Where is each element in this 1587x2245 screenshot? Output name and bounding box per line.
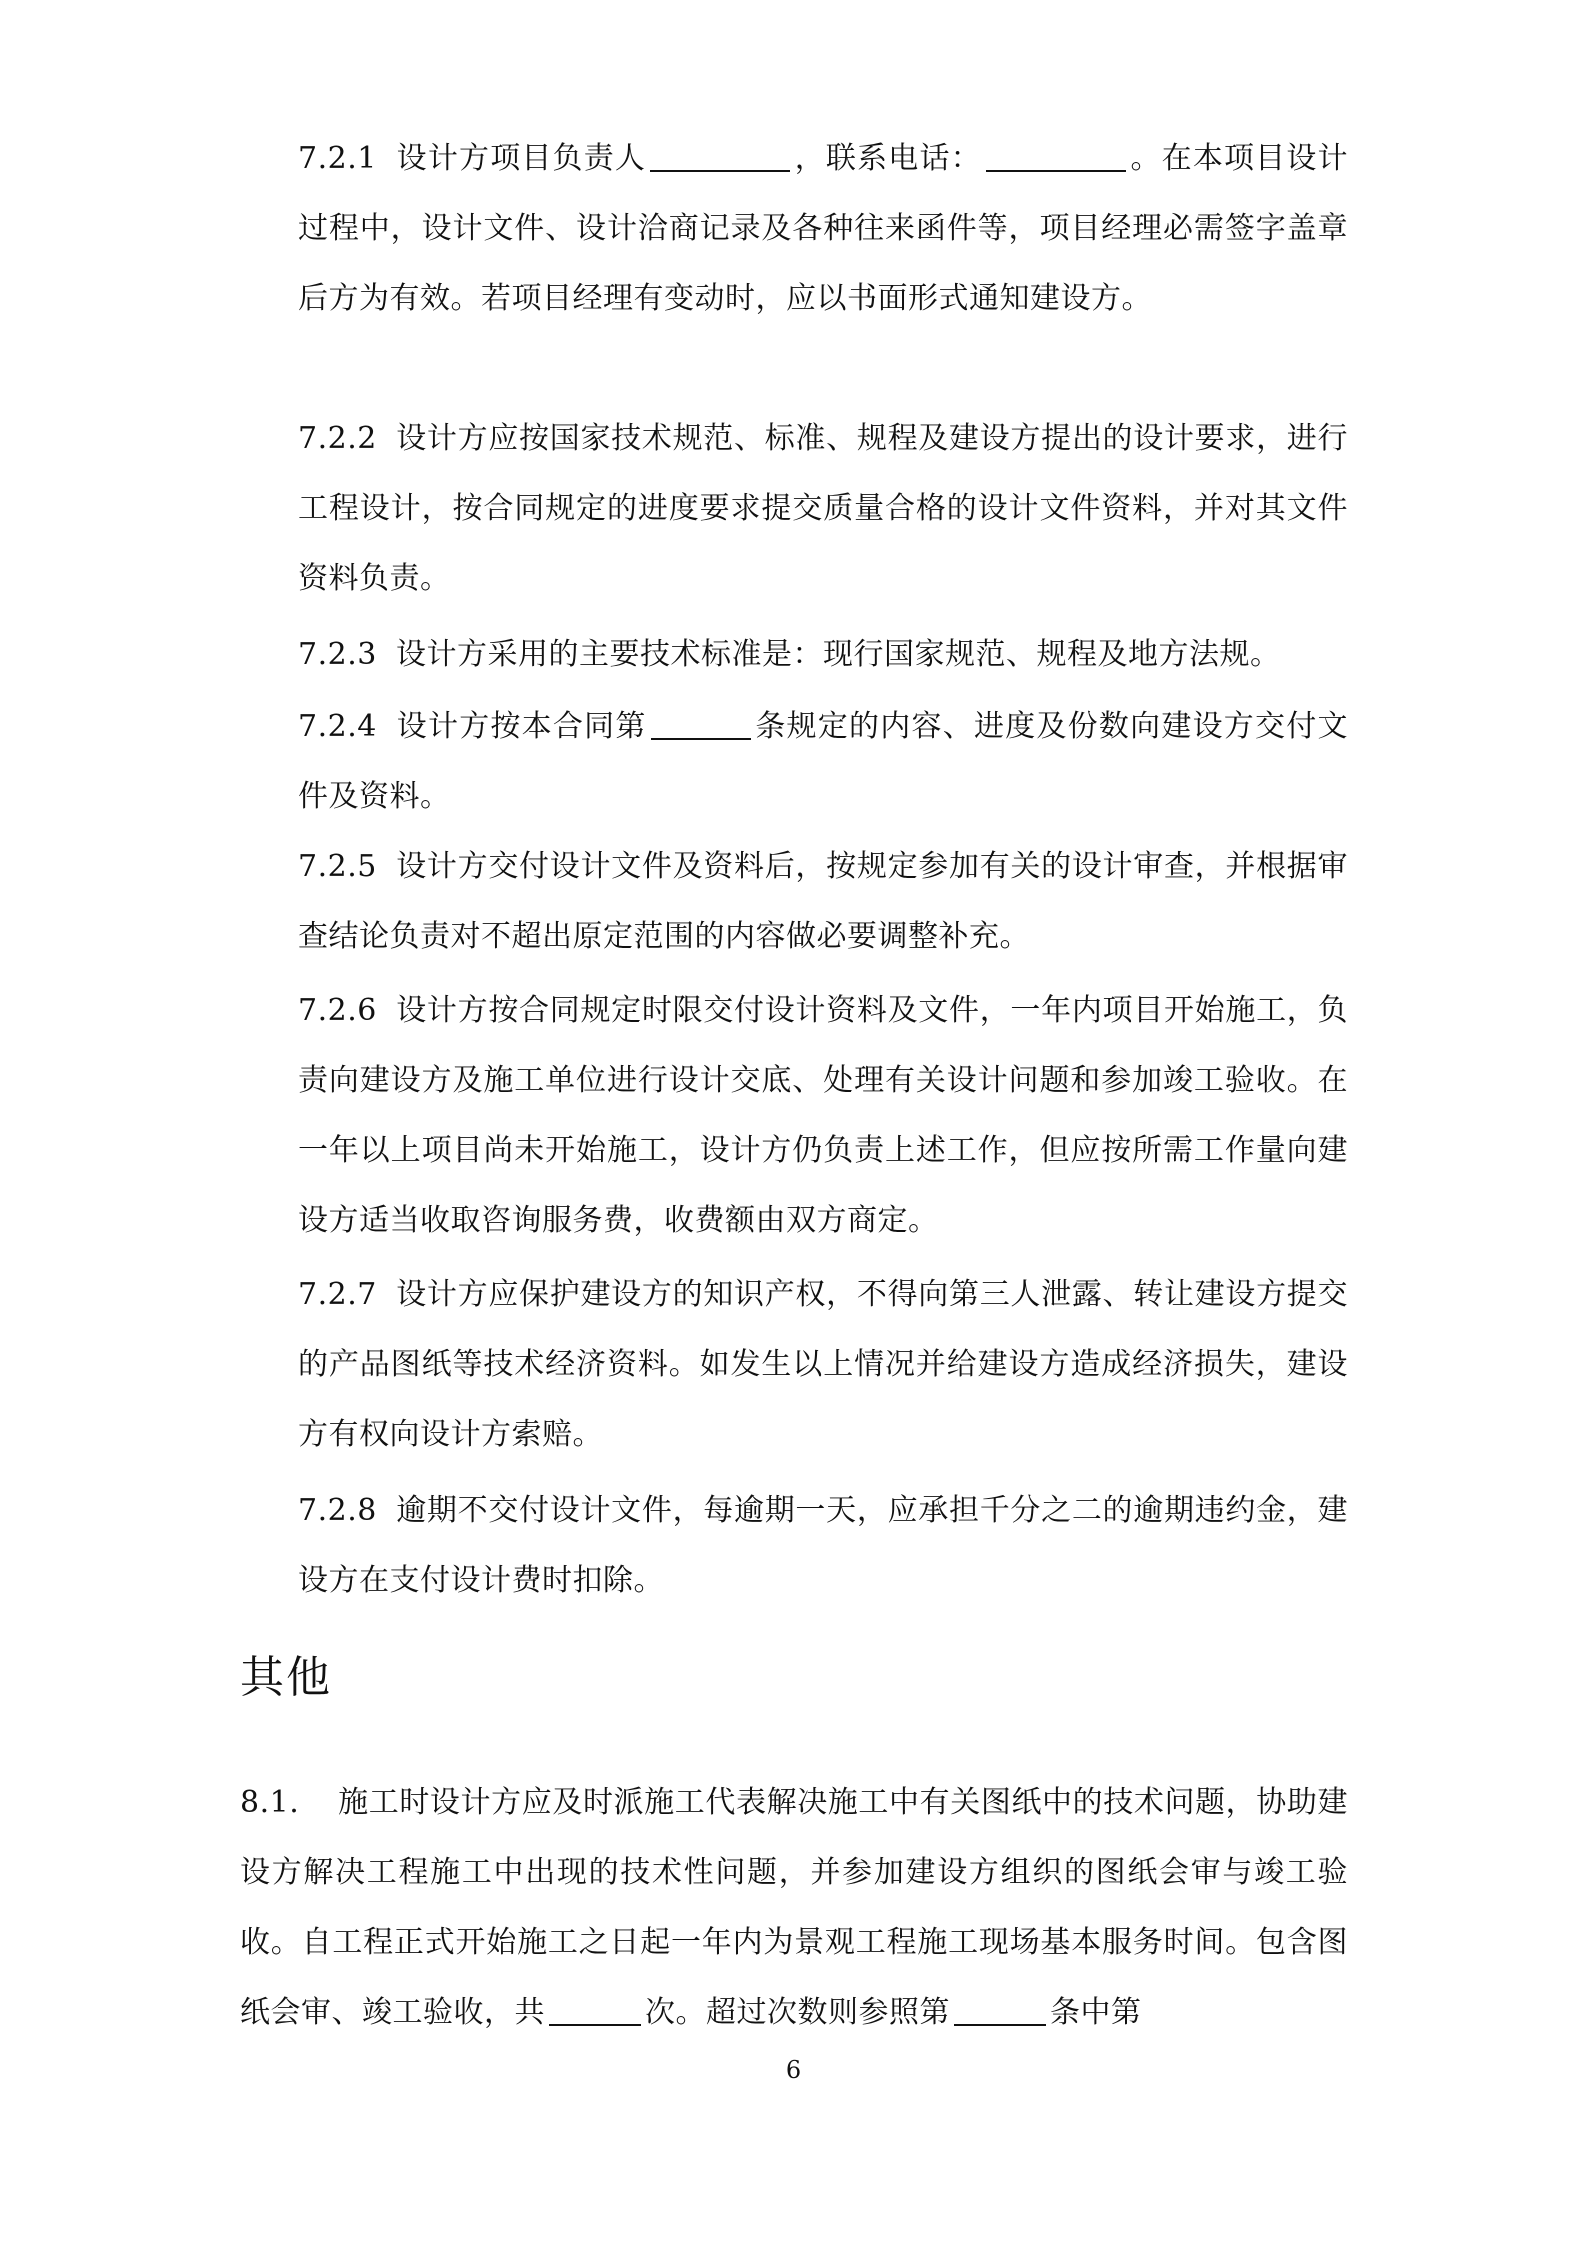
clause-text: ，联系电话：: [794, 141, 982, 176]
clause-text: 设计方交付设计文件及资料后，按规定参加有关的设计审查，并根据审查结论负责对不超出原定范围的内容做必要调整补充。: [298, 849, 1348, 954]
clause-number: 8.1.: [240, 1785, 300, 1820]
blank-article-number: [651, 708, 751, 740]
clause-7-2-7: [298, 1260, 1348, 1470]
clause-7-2-6: [298, 976, 1348, 1256]
clause-8-1: [240, 1768, 1348, 2048]
blank-visit-count: [549, 1994, 641, 2026]
clause-text: 。在本项目设计过程中，设计文件、设计洽商记录及各种往来函件等，项目经理必需签字盖章后方为有效。若项目经理有变动时，应以书面形式通知建设方。: [298, 141, 1349, 316]
clause-text: 设计方应保护建设方的知识产权，不得向第三人泄露、转让建设方提交的产品图纸等技术经济资料。如发生以上情况并给建设方造成经济损失，建设方有权向设计方索赔。: [298, 1277, 1348, 1452]
clause-number: 7.2.3: [298, 637, 377, 672]
clause-number: 7.2.8: [298, 1493, 377, 1528]
clause-text: 次。超过次数则参照第: [645, 1995, 950, 2030]
clause-7-2-3: [298, 620, 1348, 690]
clause-7-2-4: [298, 692, 1348, 832]
clause-text: 设计方项目负责人: [396, 141, 647, 176]
clause-text: 设计方应按国家技术规范、标准、规程及建设方提出的设计要求，进行工程设计，按合同规定的进度要求提交质量合格的设计文件资料，并对其文件资料负责。: [298, 421, 1348, 596]
page-number: 6: [785, 2056, 802, 2084]
blank-article-reference: [954, 1994, 1046, 2026]
clause-text: 设计方按本合同第: [396, 709, 647, 744]
clause-text: 设计方采用的主要技术标准是：现行国家规范、规程及地方法规。: [396, 637, 1281, 672]
clause-number: 7.2.6: [298, 993, 377, 1028]
clause-7-2-5: [298, 832, 1348, 972]
clause-7-2-1: [298, 124, 1348, 334]
clause-7-2-8: [298, 1476, 1348, 1616]
clause-7-2-2: [298, 404, 1348, 614]
clause-number: 7.2.2: [298, 421, 377, 456]
clause-text: 条中第: [1050, 1995, 1142, 2030]
clause-number: 7.2.7: [298, 1277, 377, 1312]
clause-number: 7.2.4: [298, 709, 377, 744]
blank-phone: [986, 140, 1126, 172]
blank-manager-name: [650, 140, 790, 172]
clause-number: 7.2.5: [298, 849, 377, 884]
clause-number: 7.2.1: [298, 141, 377, 176]
clause-text: 逾期不交付设计文件，每逾期一天，应承担千分之二的逾期违约金，建设方在支付设计费时扣除。: [298, 1493, 1348, 1598]
clause-text: 条规定的内容、进度及份数向建设方交付文件及资料。: [298, 709, 1349, 814]
section-heading: 其他: [240, 1652, 332, 1703]
clause-text: 设计方按合同规定时限交付设计资料及文件，一年内项目开始施工，负责向建设方及施工单位进行设计交底、处理有关设计问题和参加竣工验收。在一年以上项目尚未开始施工，设计方仍负责上述工作，但应按所需工作量向建设方适当收取咨询服务费，收费额由双方商定。: [298, 993, 1348, 1238]
clause-text: 施工时设计方应及时派施工代表解决施工中有关图纸中的技术问题，协助建设方解决工程施工中出现的技术性问题，并参加建设方组织的图纸会审与竣工验收。自工程正式开始施工之日起一年内为景观工程施工现场基本服务时间。包含图纸会审、竣工验收，共: [240, 1785, 1348, 2030]
